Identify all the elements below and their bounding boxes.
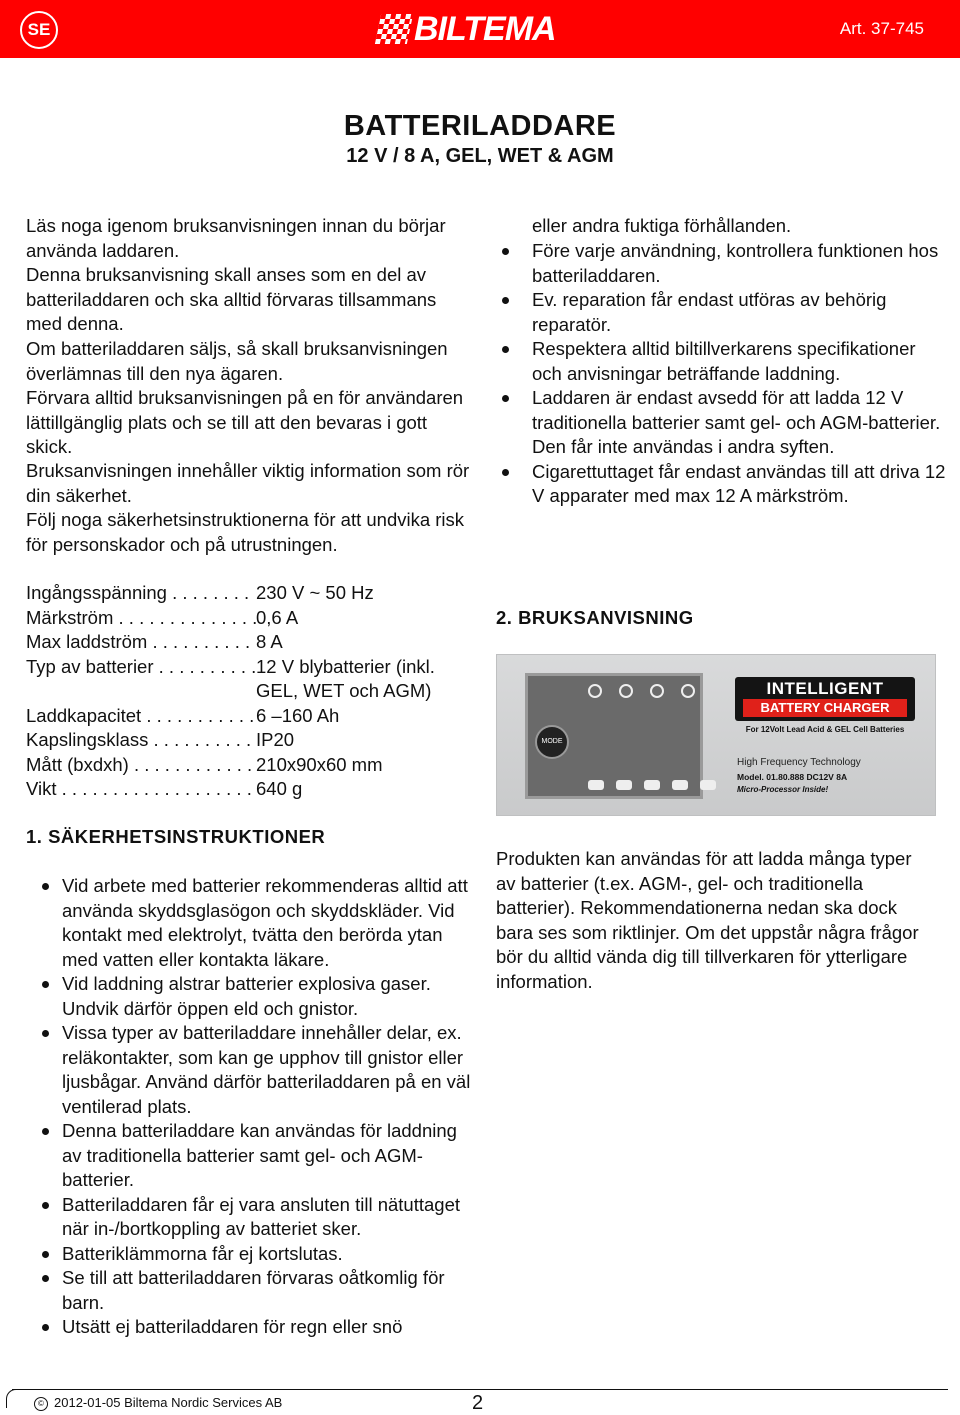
charger-panel-image <box>496 654 936 816</box>
spec-value: 6 –160 Ah <box>256 704 340 726</box>
led-row <box>588 684 695 698</box>
spec-value: 0,6 A <box>256 606 299 628</box>
full-led-icon <box>681 684 695 698</box>
spec-label: Märkström . . . <box>26 606 256 631</box>
motorcycle-icon <box>588 780 604 790</box>
plug-icon <box>672 780 688 790</box>
spec-label: Laddkapacitet . . . <box>26 704 256 729</box>
warning-led-icon <box>619 684 633 698</box>
micro-text: Micro-Processor Inside! <box>737 785 829 794</box>
model-text: Model. 01.80.888 DC12V 8A <box>737 772 848 782</box>
safety-list-right <box>496 239 946 509</box>
usage-heading: 2. BRUKSANVISNING <box>496 607 694 628</box>
footer-copyright <box>34 1395 282 1411</box>
spec-label: Max laddström . . . <box>26 630 256 655</box>
battery-type-text: For 12Volt Lead Acid & GEL Cell Batteries <box>745 725 905 734</box>
intro-paragraph: Denna bruksanvisning skall anses som en del av batteriladdaren och ska alltid förvaras tillsammans med denna. <box>26 264 437 334</box>
mode-icons <box>588 780 716 790</box>
battery-led-icon <box>650 684 664 698</box>
power-led-icon <box>588 684 602 698</box>
spec-label: Kapslingsklass . . . <box>26 728 256 753</box>
snowflake-icon <box>644 780 660 790</box>
list-item: Respektera alltid biltillverkarens specifikationer och anvisningar beträffande laddning. <box>496 337 946 386</box>
car-icon <box>616 780 632 790</box>
copyright-text: 2012-01-05 Biltema Nordic Services AB <box>54 1395 283 1410</box>
footer-corner <box>6 1389 19 1408</box>
spec-label: Mått (bxdxh) . . . <box>26 753 256 778</box>
list-item: Cigarettuttaget får endast användas till att driva 12 V apparater med max 12 A märkström. <box>496 460 946 509</box>
spec-row <box>26 606 435 631</box>
language-badge: SE <box>20 11 58 49</box>
mode-button: MODE <box>535 725 569 759</box>
header-bar <box>0 0 960 58</box>
intro-paragraph: Läs noga igenom bruksanvisningen innan du börjar använda laddaren. <box>26 215 446 261</box>
list-item: Utsätt ej batteriladdaren för regn eller snö <box>26 1315 476 1340</box>
safety-continuation: eller andra fuktiga förhållanden. <box>532 215 792 236</box>
spec-value: 12 V blybatterier (inkl. <box>256 655 435 677</box>
list-item: Vid arbete med batterier rekommenderas alltid att använda skyddsglasögon och skyddskläder. Vid kontakt med elektrolyt, tvätta den berörda ytan med vatten eller kontakta läkare. <box>26 874 476 972</box>
product-text: BATTERY CHARGER <box>743 699 907 717</box>
list-item: Se till att batteriladdaren förvaras oåtkomlig för barn. <box>26 1266 476 1315</box>
logo-text: BILTEMA <box>414 10 556 48</box>
spec-value: GEL, WET och AGM) <box>256 680 432 701</box>
spec-row <box>26 777 435 802</box>
intro-paragraph: Följ noga säkerhetsinstruktionerna för att undvika risk för personskador och på utrustningen. <box>26 509 465 555</box>
intro-paragraph: Om batteriladdaren säljs, så skall bruksanvisningen överlämnas till den nya ägaren. <box>26 338 448 384</box>
checkered-flag-icon <box>375 14 413 44</box>
copyright-icon: © <box>34 1397 48 1411</box>
biltema-logo <box>378 12 556 46</box>
spec-row <box>26 581 435 606</box>
list-item: Laddaren är endast avsedd för att ladda 12 V traditionella batterier samt gel- och AGM-batterier. Den får inte användas i andra syften. <box>496 386 946 460</box>
usage-paragraph: Produkten kan användas för att ladda många typer av batterier (t.ex. AGM-, gel- och traditionella batterier). Rekommendationerna nedan ska dock bara ses som riktlinjer. Om det uppstår några frågor bör du alltid vända dig till tillverkaren för ytterligare information. <box>496 848 919 992</box>
list-item: Batteriklämmorna får ej kortslutas. <box>26 1242 476 1267</box>
brand-label <box>735 677 915 721</box>
spec-label <box>26 679 256 704</box>
spec-value: 230 V ~ 50 Hz <box>256 582 374 603</box>
spec-row <box>26 630 435 655</box>
brand-text: INTELLIGENT <box>766 679 884 698</box>
spec-row <box>26 728 435 753</box>
spec-row <box>26 704 435 729</box>
article-number: Art. 37-745 <box>839 19 924 38</box>
spec-table <box>26 581 435 802</box>
footer-divider <box>12 1389 948 1390</box>
spec-label: Typ av batterier . . . <box>26 655 256 680</box>
page-number: 2 <box>472 1392 484 1414</box>
technology-text: High Frequency Technology <box>737 757 861 768</box>
spec-value: IP20 <box>256 729 295 750</box>
list-item: Ev. reparation får endast utföras av behörig reparatör. <box>496 288 946 337</box>
spec-label: Vikt . . . <box>26 777 256 802</box>
spec-label: Ingångsspänning . . . <box>26 581 256 606</box>
spec-row <box>26 655 435 680</box>
page-title: BATTERILADDARE <box>343 110 617 142</box>
spec-row <box>26 753 435 778</box>
list-item: Före varje användning, kontrollera funktionen hos batteriladdaren. <box>496 239 946 288</box>
spec-value: 210x90x60 mm <box>256 753 383 775</box>
spec-value: 8 A <box>256 631 283 652</box>
intro-paragraph: Bruksanvisningen innehåller viktig information som rör din säkerhet. <box>26 460 470 506</box>
safety-heading: 1. SÄKERHETSINSTRUKTIONER <box>26 826 326 847</box>
page-subtitle: 12 V / 8 A, GEL, WET & AGM <box>346 145 614 167</box>
wrench-icon <box>700 780 716 790</box>
list-item: Batteriladdaren får ej vara ansluten till nätuttaget när in-/bortkoppling av batteriet sker. <box>26 1193 476 1242</box>
safety-list <box>26 874 476 1340</box>
list-item: Vid laddning alstrar batterier explosiva gaser. Undvik därför öppen eld och gnistor. <box>26 972 476 1021</box>
list-item: Vissa typer av batteriladdare innehåller delar, ex. reläkontakter, som kan ge upphov till gnistor eller ljusbågar. Använd därför batteriladdaren på en väl ventilerad plats. <box>26 1021 476 1119</box>
list-item: Denna batteriladdare kan användas för laddning av traditionella batterier samt gel- och AGM-batterier. <box>26 1119 476 1193</box>
intro-paragraph: Förvara alltid bruksanvisningen på en för användaren lättillgänglig plats och se till att den bevaras i gott skick. <box>26 387 464 457</box>
spec-row <box>26 679 435 704</box>
spec-value: 640 g <box>256 778 303 799</box>
